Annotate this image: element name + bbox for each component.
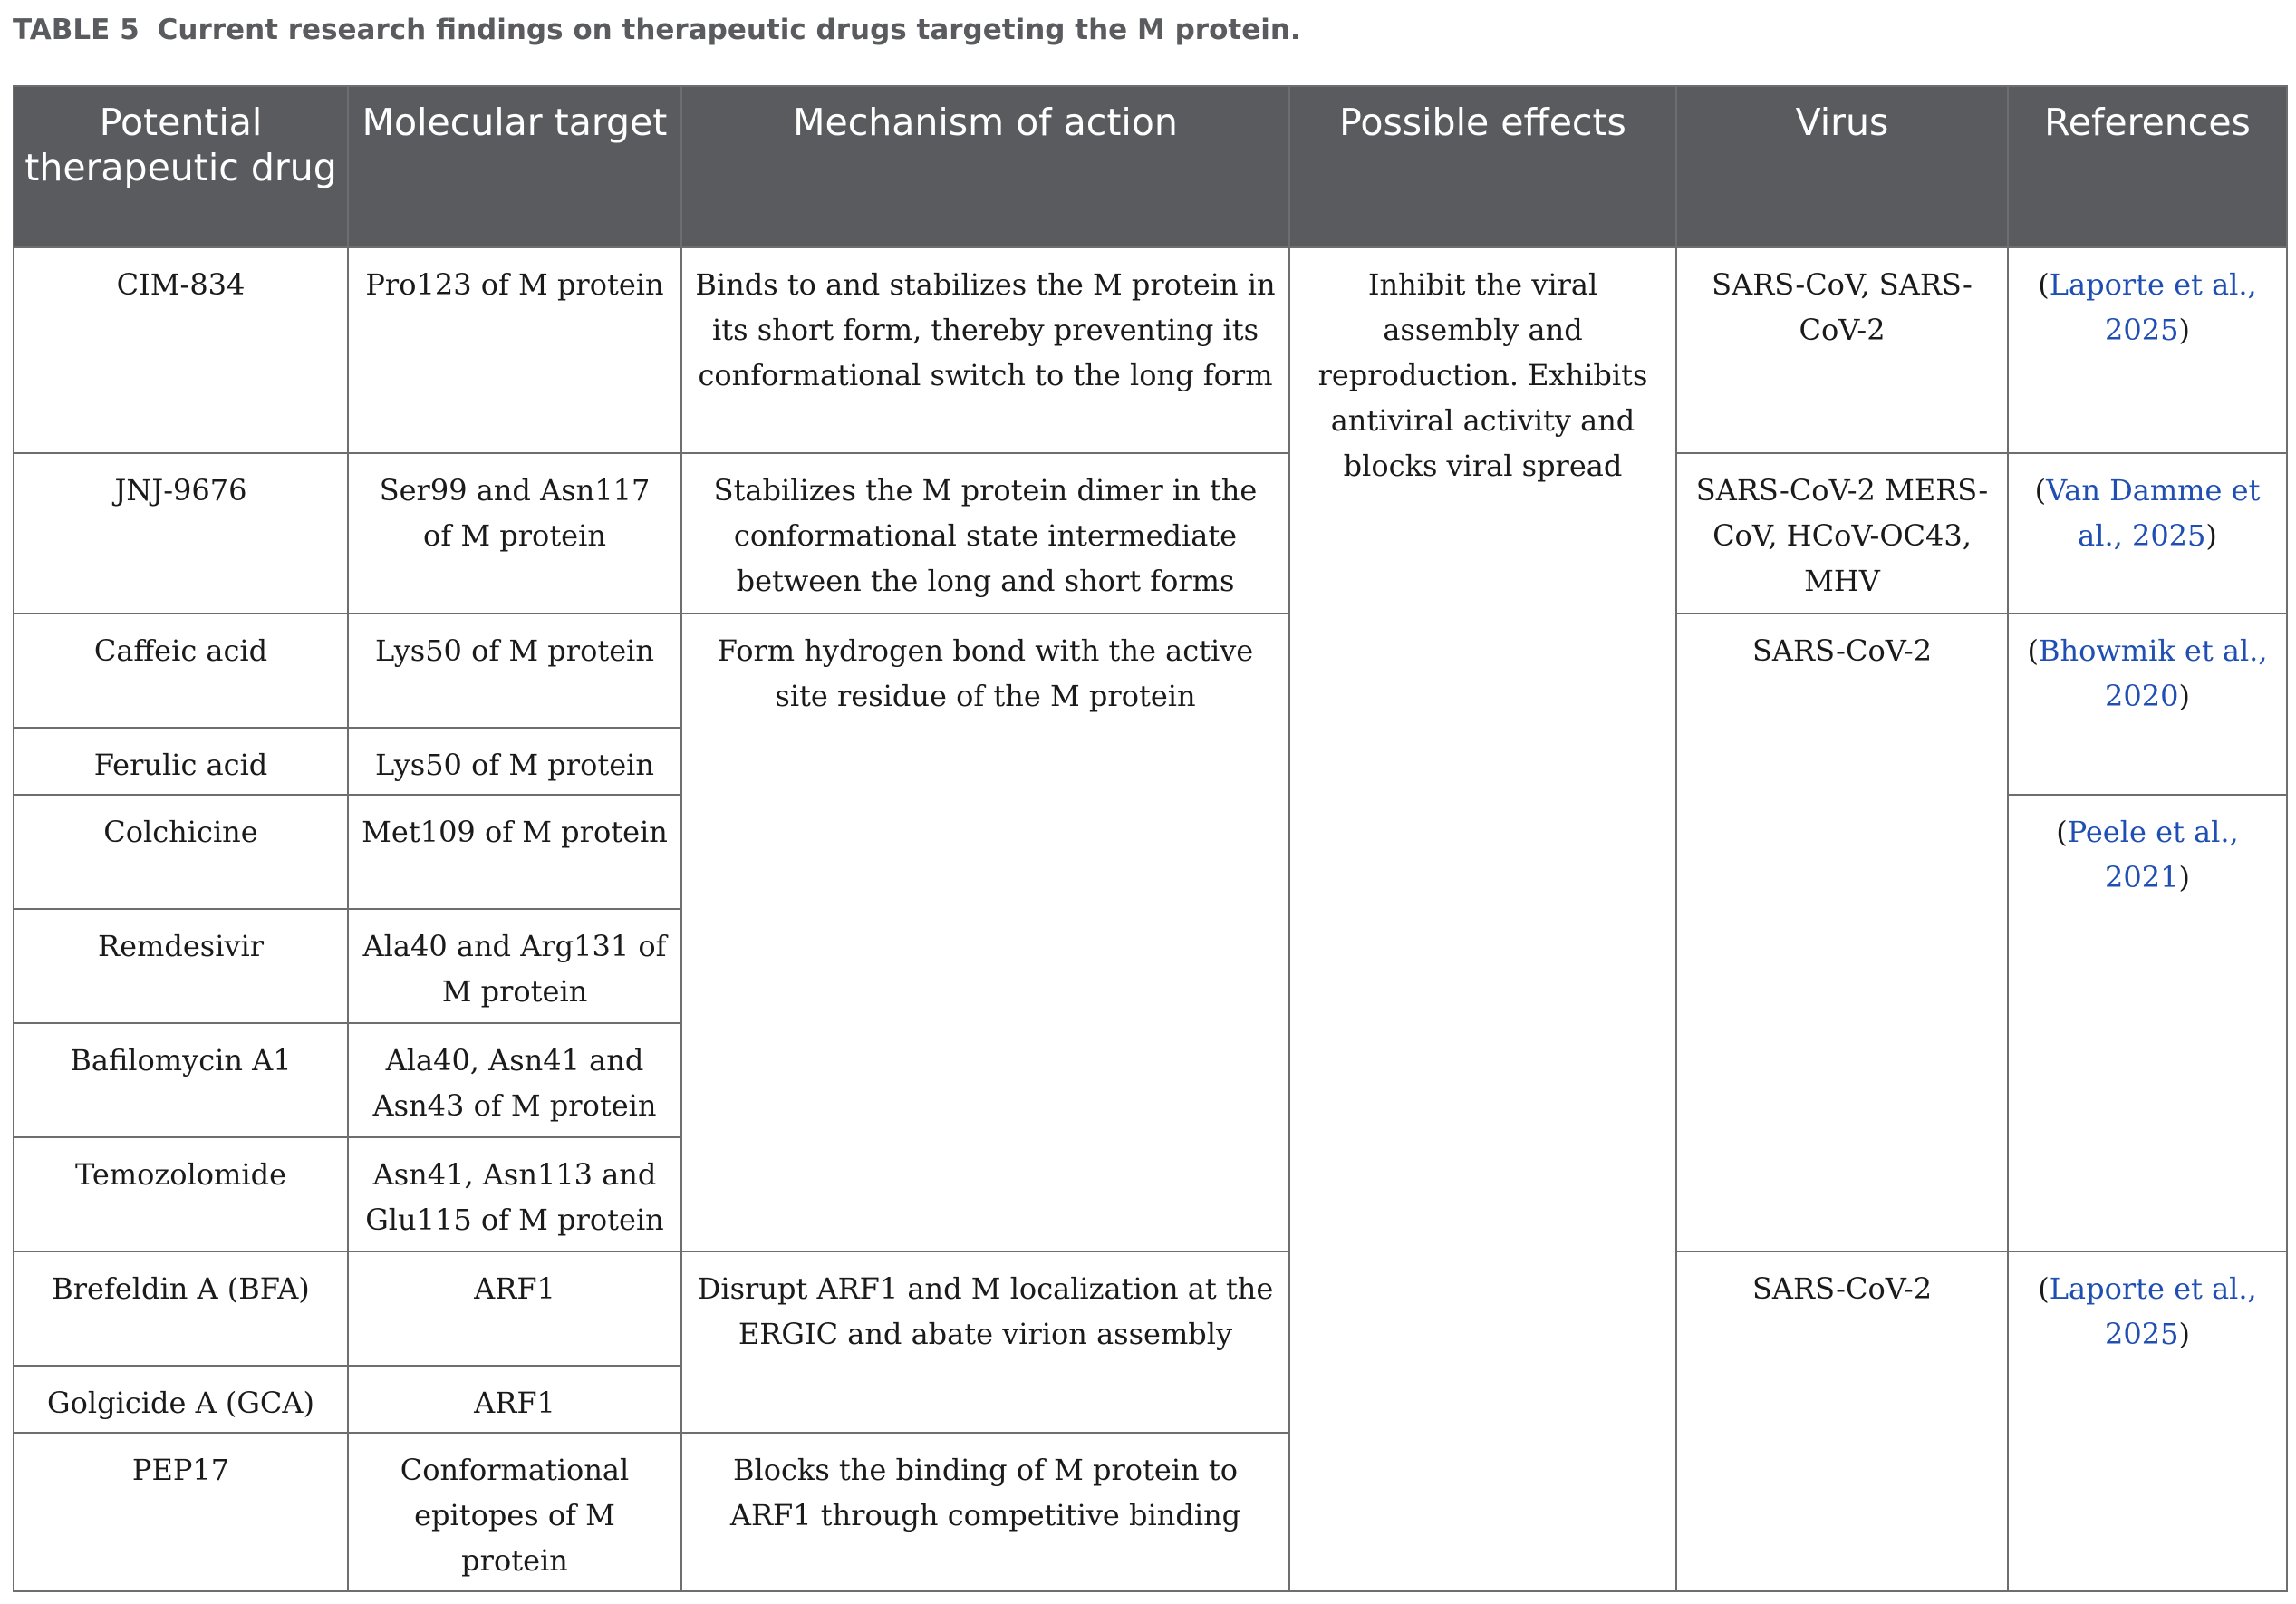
- reference-cell: [2008, 795, 2287, 1251]
- reference-cell: [2008, 453, 2287, 614]
- drug-cell: PEP17: [14, 1433, 348, 1591]
- drug-cell: Caffeic acid: [14, 614, 348, 728]
- table-title: Current research findings on therapeutic drugs targeting the M protein.: [157, 14, 1301, 46]
- target-cell: Ser99 and Asn117 of M protein: [348, 453, 681, 614]
- reference-link[interactable]: Laporte et al., 2025: [2049, 267, 2257, 347]
- target-cell: ARF1: [348, 1251, 681, 1366]
- ref-close: ): [2205, 518, 2217, 553]
- header-row: [14, 86, 2287, 247]
- ref-close: ): [2178, 313, 2190, 347]
- drug-cell: Bafilomycin A1: [14, 1023, 348, 1137]
- header-target: Molecular target: [348, 86, 681, 247]
- header-drug: Potential therapeutic drug: [14, 86, 348, 247]
- target-cell: Ala40 and Arg131 of M protein: [348, 909, 681, 1023]
- drug-cell: Remdesivir: [14, 909, 348, 1023]
- table-row: [14, 453, 2287, 614]
- target-cell: ARF1: [348, 1366, 681, 1433]
- virus-cell: SARS-CoV-2: [1676, 1251, 2008, 1591]
- header-virus: Virus: [1676, 86, 2008, 247]
- reference-link[interactable]: Laporte et al., 2025: [2049, 1271, 2257, 1351]
- reference-cell: [2008, 1251, 2287, 1591]
- drug-cell: Colchicine: [14, 795, 348, 909]
- ref-open: (: [2038, 267, 2050, 302]
- mechanism-cell: Form hydrogen bond with the active site residue of the M protein: [681, 614, 1289, 1251]
- target-cell: Ala40, Asn41 and Asn43 of M protein: [348, 1023, 681, 1137]
- drug-cell: Golgicide A (GCA): [14, 1366, 348, 1433]
- ref-open: (: [2038, 1271, 2050, 1306]
- target-cell: Pro123 of M protein: [348, 247, 681, 453]
- reference-cell: [2008, 614, 2287, 795]
- mechanism-cell: Disrupt ARF1 and M localization at the ERGIC and abate virion assembly: [681, 1251, 1289, 1433]
- table-caption: [13, 7, 2278, 53]
- header-references: References: [2008, 86, 2287, 247]
- drug-cell: JNJ-9676: [14, 453, 348, 614]
- ref-close: ): [2178, 860, 2190, 894]
- virus-cell: SARS-CoV, SARS-CoV-2: [1676, 247, 2008, 453]
- target-cell: Lys50 of M protein: [348, 614, 681, 728]
- mechanism-cell: Blocks the binding of M protein to ARF1 through competitive binding: [681, 1433, 1289, 1591]
- target-cell: Lys50 of M protein: [348, 728, 681, 795]
- header-effects: Possible effects: [1289, 86, 1676, 247]
- table-row: [14, 1251, 2287, 1366]
- ref-open: (: [2034, 473, 2047, 507]
- target-cell: Met109 of M protein: [348, 795, 681, 909]
- ref-open: (: [2056, 815, 2068, 849]
- drug-cell: Brefeldin A (BFA): [14, 1251, 348, 1366]
- mechanism-cell: Stabilizes the M protein dimer in the conformational state intermediate between the long and short forms: [681, 453, 1289, 614]
- ref-close: ): [2178, 1317, 2190, 1351]
- ref-open: (: [2027, 633, 2039, 668]
- reference-link[interactable]: Van Damme et al., 2025: [2046, 473, 2261, 553]
- reference-link[interactable]: Peele et al., 2021: [2067, 815, 2239, 894]
- mechanism-cell: Binds to and stabilizes the M protein in its short form, thereby preventing its conformational switch to the long form: [681, 247, 1289, 453]
- effects-cell: Inhibit the viral assembly and reproduction. Exhibits antiviral activity and blocks viral spread: [1289, 247, 1676, 1591]
- drug-table: [13, 85, 2288, 1592]
- reference-cell: [2008, 247, 2287, 453]
- target-cell: Asn41, Asn113 and Glu115 of M protein: [348, 1137, 681, 1251]
- ref-close: ): [2178, 679, 2190, 713]
- target-cell: Conformational epitopes of M protein: [348, 1433, 681, 1591]
- table-row: [14, 614, 2287, 728]
- drug-cell: CIM-834: [14, 247, 348, 453]
- drug-cell: Temozolomide: [14, 1137, 348, 1251]
- virus-cell: SARS-CoV-2 MERS-CoV, HCoV-OC43, MHV: [1676, 453, 2008, 614]
- reference-link[interactable]: Bhowmik et al., 2020: [2038, 633, 2268, 713]
- table-row: [14, 247, 2287, 453]
- virus-cell: SARS-CoV-2: [1676, 614, 2008, 1251]
- drug-cell: Ferulic acid: [14, 728, 348, 795]
- table-label: TABLE 5: [13, 14, 140, 46]
- header-mechanism: Mechanism of action: [681, 86, 1289, 247]
